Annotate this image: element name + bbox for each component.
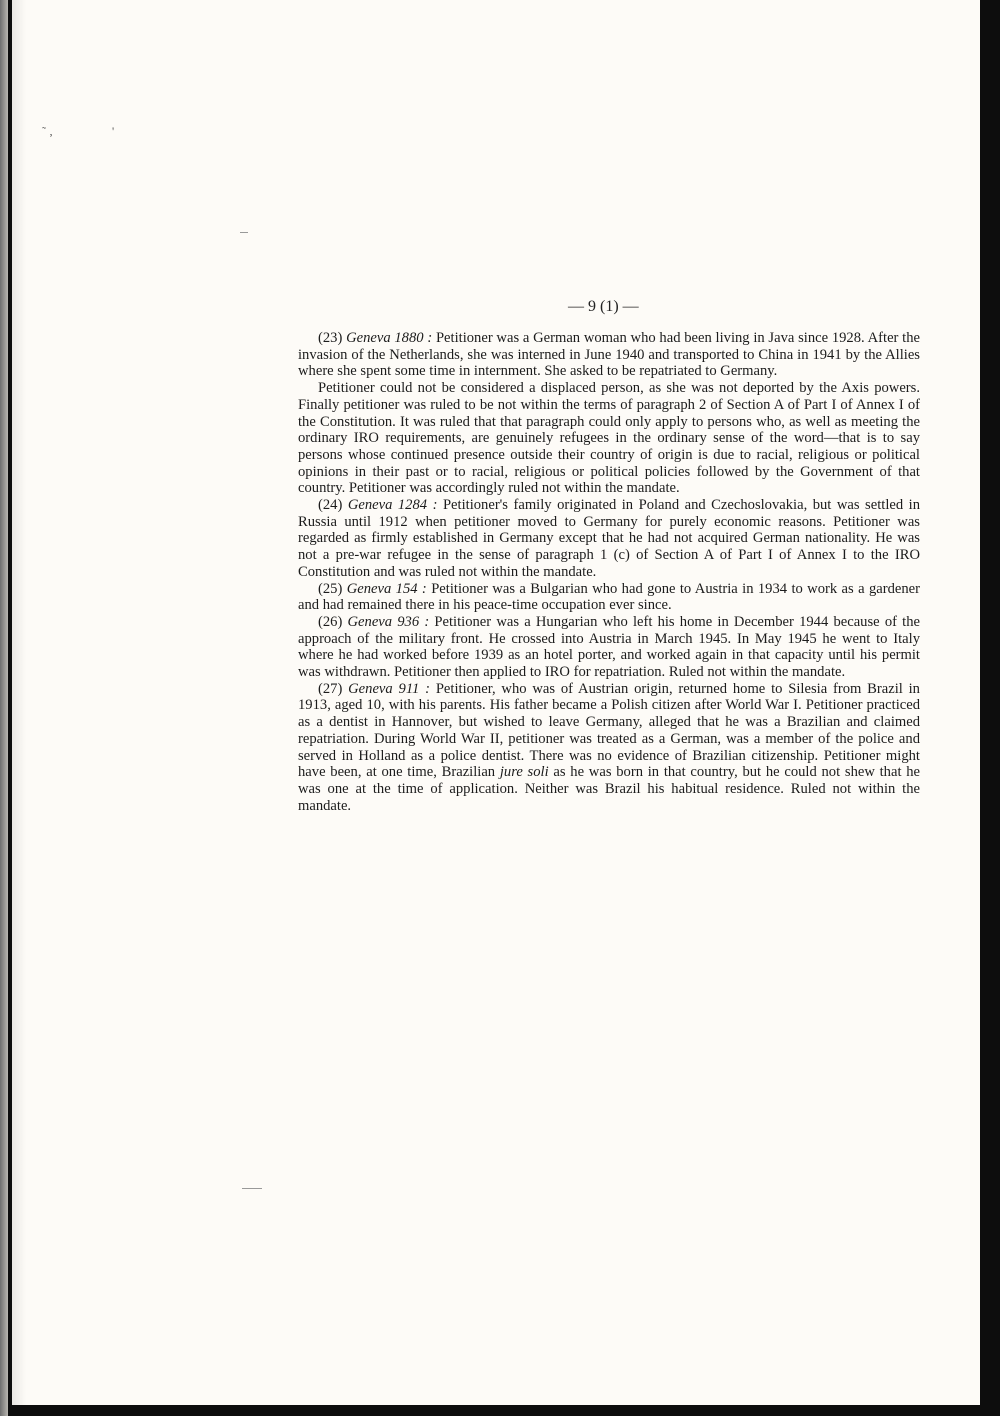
case-reference: Geneva 911 : bbox=[348, 680, 430, 697]
binding-edge bbox=[0, 0, 8, 1416]
case-number: (27) bbox=[318, 680, 343, 697]
case-reference: Geneva 936 : bbox=[347, 613, 430, 630]
margin-mark: ˜ ‚ bbox=[42, 124, 53, 138]
latin-term: jure soli bbox=[499, 764, 549, 781]
document-page bbox=[12, 0, 980, 1405]
case-paragraph bbox=[298, 380, 920, 497]
margin-mark: ' bbox=[112, 124, 115, 138]
case-text: Petitioner, who was of Austrian origin, returned home to Silesia from Brazil in 1913, aged 10, with his parents. His father became a Polish citizen after World War I. Petitioner practiced as a dentist in Hannover, but wished to leave Germany, alleged that he was a Brazilian and claimed repatriation. During World War II, petitioner was treated as a German, was a member of the police and served in Holland as a police dentist. There was no evidence of Brazilian citizenship. Petitioner might have been, at one time, Brazilian bbox=[298, 680, 920, 781]
case-number: (23) bbox=[318, 330, 343, 346]
case-reference: Geneva 1880 : bbox=[346, 330, 433, 346]
case-number: (24) bbox=[318, 497, 343, 514]
case-reference: Geneva 1284 : bbox=[347, 497, 438, 514]
case-paragraph bbox=[298, 581, 920, 614]
case-text: Petitioner was a German woman who had been living in Java since 1928. After the invasion of the Netherlands, she was interned in June 1940 and transported to China in 1941 by the Allies where she spent some time in internment. She asked to be repatriated to Germany. bbox=[298, 330, 920, 380]
case-reference: Geneva 154 : bbox=[346, 580, 427, 597]
case-text: as he was born in that country, but he could not shew that he was one at the time of application. Neither was Brazil his habitual residence. Ruled not within the mandate. bbox=[298, 764, 921, 814]
case-paragraph bbox=[298, 497, 920, 581]
margin-dash bbox=[240, 232, 248, 233]
document-body bbox=[298, 330, 920, 814]
case-paragraph bbox=[298, 614, 920, 681]
margin-dash bbox=[242, 1188, 262, 1189]
case-number: (26) bbox=[318, 613, 343, 630]
case-text: Petitioner's family originated in Poland and Czechoslovakia, but was settled in Russia until 1912 when petitioner moved to Germany for purely economic reasons. Petitioner was regarded as firmly established in Germany except that he had not acquired German nationality. He was not a pre-war refugee in the sense of paragraph 1 (c) of Section A of Part I of Annex I to the IRO Constitution and was ruled not within the mandate. bbox=[298, 497, 920, 580]
case-paragraph bbox=[298, 330, 920, 380]
page-shadow bbox=[12, 0, 26, 1405]
case-text: Petitioner was a Bulgarian who had gone to Austria in 1934 to work as a gardener and had remained there in his peace-time occupation ever since. bbox=[298, 580, 920, 614]
case-number: (25) bbox=[318, 580, 343, 597]
case-paragraph bbox=[298, 681, 920, 815]
page-number: — 9 (1) — bbox=[568, 298, 639, 315]
case-text: Petitioner was a Hungarian who left his home in December 1944 because of the approach of the military front. He crossed into Austria in March 1945. In May 1945 he went to Italy where he had worked before 1939 as an hotel porter, and worked again in that capacity until his permit was withdrawn. Petitioner then applied to IRO for repatriation. Ruled not within the mandate. bbox=[298, 613, 920, 681]
case-text: Petitioner could not be considered a displaced person, as she was not deported by the Axis powers. Finally petitioner was ruled to be not within the terms of paragraph 2 of Section A of Part I of Annex I of the Constitution. It was ruled that that paragraph could only apply to persons who, as well as meeting the ordinary IRO requirements, are genuinely refugees in the ordinary sense of the word—that is to say persons whose continued presence outside their country of origin is due to racial, religious or political opinions in their past or to racial, religious or political policies followed by the Government of that country. Petitioner was accordingly ruled not within the mandate. bbox=[298, 380, 920, 497]
